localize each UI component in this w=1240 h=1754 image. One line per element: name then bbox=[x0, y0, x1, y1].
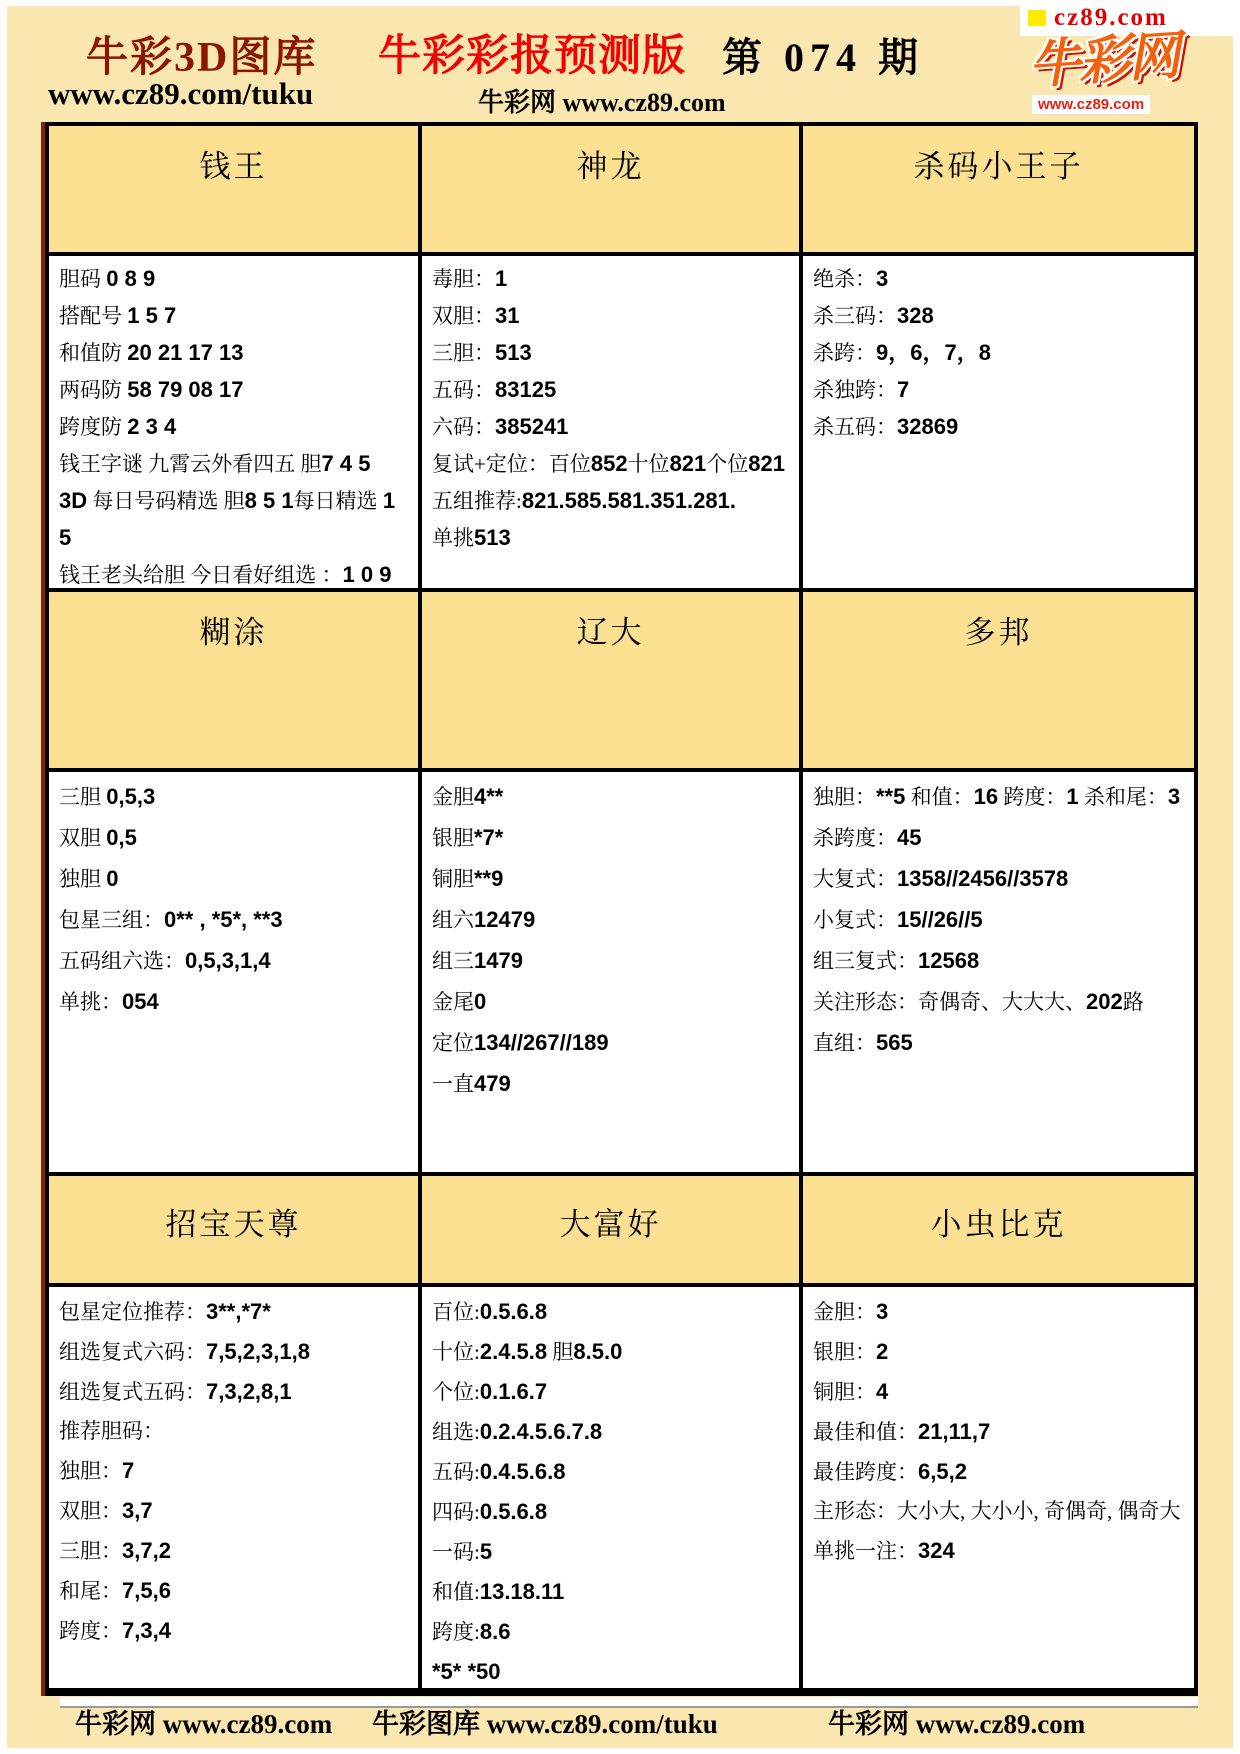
prediction-value: 202 bbox=[1086, 989, 1123, 1014]
prediction-value: 7 4 5 bbox=[321, 451, 371, 476]
prediction-label: 个位 bbox=[706, 452, 749, 476]
prediction-line bbox=[432, 410, 793, 447]
prediction-line bbox=[432, 336, 793, 373]
prediction-label: 组选复式六码： bbox=[59, 1340, 206, 1364]
niucai-logo bbox=[1026, 16, 1181, 114]
prediction-line bbox=[432, 1413, 793, 1453]
prediction-line bbox=[813, 1024, 1188, 1065]
prediction-value: 15//26//5 bbox=[897, 907, 983, 932]
prediction-value: 3 bbox=[1167, 784, 1181, 809]
prediction-label: 跨度： bbox=[998, 785, 1067, 809]
prediction-value: 3**,*7* bbox=[206, 1299, 271, 1324]
prediction-label: 大复式： bbox=[813, 867, 897, 891]
prediction-value: 1 bbox=[495, 266, 508, 291]
prediction-value: 31 bbox=[495, 303, 520, 328]
prediction-value: 1479 bbox=[474, 948, 523, 973]
prediction-line bbox=[432, 1373, 793, 1413]
prediction-value: 0 bbox=[474, 989, 487, 1014]
footer-url-right: 牛彩网 www.cz89.com bbox=[828, 1709, 1086, 1739]
prediction-line bbox=[59, 942, 412, 983]
prediction-line bbox=[432, 262, 793, 299]
prediction-value: 0,5,3 bbox=[106, 784, 156, 809]
prediction-label: 杀和尾： bbox=[1078, 785, 1168, 809]
prediction-label: 六码： bbox=[432, 415, 495, 439]
prediction-label: 金胆： bbox=[813, 1300, 876, 1324]
prediction-value: 83125 bbox=[495, 377, 557, 402]
prediction-label: 组三复式： bbox=[813, 949, 918, 973]
prediction-label: 组三 bbox=[432, 949, 474, 973]
panel-xiaochong-bike-header: 小虫比克 bbox=[803, 1176, 1194, 1287]
prediction-value: 479 bbox=[474, 1071, 511, 1096]
prediction-line bbox=[432, 942, 793, 983]
prediction-label: 双胆： bbox=[59, 1499, 122, 1523]
prediction-label: 独胆： bbox=[59, 1459, 122, 1483]
prediction-line bbox=[59, 1492, 412, 1532]
panel-liaoda-header: 辽大 bbox=[422, 592, 803, 772]
prediction-value: 32869 bbox=[897, 414, 959, 439]
prediction-label: 五码: bbox=[432, 1460, 480, 1484]
prediction-value: 0.1.6.7 bbox=[479, 1379, 548, 1404]
panel-hutu-header: 糊涂 bbox=[49, 592, 422, 772]
prediction-value: 054 bbox=[122, 989, 159, 1014]
prediction-line bbox=[59, 373, 412, 410]
prediction-line bbox=[59, 410, 412, 447]
panel-duobang-header: 多邦 bbox=[803, 592, 1194, 772]
prediction-value: 5 bbox=[479, 1539, 493, 1564]
prediction-label: 单挑一注： bbox=[813, 1539, 918, 1563]
prediction-line bbox=[432, 1533, 793, 1573]
prediction-line bbox=[813, 901, 1188, 942]
prediction-line bbox=[59, 778, 412, 819]
prediction-line bbox=[59, 558, 412, 592]
prediction-label: 直组： bbox=[813, 1031, 876, 1055]
prediction-value: 1 5 7 bbox=[127, 303, 177, 328]
prediction-value: 7,5,2,3,1,8 bbox=[206, 1339, 310, 1364]
prediction-line bbox=[813, 1333, 1188, 1373]
prediction-line bbox=[813, 983, 1188, 1024]
prediction-line bbox=[59, 1413, 412, 1452]
prediction-value: 513 bbox=[474, 525, 511, 550]
prediction-label: 三胆 bbox=[59, 785, 107, 809]
prediction-label: 铜胆： bbox=[813, 1380, 876, 1404]
prediction-label: 三胆： bbox=[59, 1539, 122, 1563]
prediction-line bbox=[432, 1453, 793, 1493]
prediction-line bbox=[813, 336, 1188, 373]
prediction-label: 每日精选 bbox=[293, 489, 383, 513]
prediction-label: 五码： bbox=[432, 378, 495, 402]
prediction-value: 513 bbox=[495, 340, 532, 365]
prediction-value: 0.5.6.8 bbox=[479, 1299, 548, 1324]
prediction-line bbox=[813, 373, 1188, 410]
prediction-line bbox=[59, 901, 412, 942]
prediction-line bbox=[432, 1293, 793, 1333]
prediction-line bbox=[59, 262, 412, 299]
prediction-label: 每日号码精选 胆 bbox=[87, 489, 245, 513]
prediction-label: 主形态：大小大, 大小小, 奇偶奇, 偶奇大 bbox=[813, 1499, 1181, 1523]
prediction-line bbox=[432, 373, 793, 410]
prediction-line bbox=[813, 1532, 1188, 1572]
prediction-value: 0 bbox=[106, 866, 119, 891]
panel-dafuhao-header: 大富好 bbox=[422, 1176, 803, 1287]
prediction-label: 杀三码： bbox=[813, 304, 897, 328]
prediction-line bbox=[432, 983, 793, 1024]
prediction-label: 三胆： bbox=[432, 341, 495, 365]
prediction-line bbox=[59, 1612, 412, 1652]
prediction-grid bbox=[45, 122, 1198, 1696]
prediction-value: **9 bbox=[474, 866, 504, 891]
prediction-line bbox=[59, 983, 412, 1024]
prediction-value: 9，6，7，8 bbox=[876, 340, 991, 365]
panel-duobang-content bbox=[803, 772, 1194, 1176]
prediction-value: 0** , *5*, **3 bbox=[164, 907, 283, 932]
panel-zhaobao-tianzun-header: 招宝天尊 bbox=[49, 1176, 422, 1287]
prediction-value: 7 bbox=[122, 1458, 135, 1483]
prediction-line bbox=[813, 1293, 1188, 1333]
prediction-label: 跨度: bbox=[432, 1620, 480, 1644]
panel-shama-xiaowangzi-header: 杀码小王子 bbox=[803, 126, 1194, 256]
prediction-label: 组选复式五码： bbox=[59, 1380, 206, 1404]
prediction-label: 金尾 bbox=[432, 990, 474, 1014]
prediction-value: 8.5.0 bbox=[573, 1339, 623, 1364]
prediction-value: 3 bbox=[876, 1299, 889, 1324]
prediction-label: 银胆 bbox=[432, 826, 474, 850]
prediction-line bbox=[813, 1493, 1188, 1532]
prediction-value: 385241 bbox=[495, 414, 569, 439]
prediction-value: 8 5 1 bbox=[244, 488, 294, 513]
prediction-label: 复试+定位：百位 bbox=[432, 452, 591, 476]
prediction-label: 关注形态：奇偶奇、大大大、 bbox=[813, 990, 1086, 1014]
prediction-value: 134//267//189 bbox=[474, 1030, 609, 1055]
prediction-line bbox=[432, 1653, 793, 1688]
prediction-label: 最佳和值： bbox=[813, 1420, 918, 1444]
prediction-value: 3D bbox=[59, 488, 88, 513]
prediction-label: 和值防 bbox=[59, 341, 128, 365]
prediction-value: 16 bbox=[973, 784, 999, 809]
prediction-label: 一码: bbox=[432, 1540, 480, 1564]
prediction-label: 定位 bbox=[432, 1031, 474, 1055]
panel-shenlong-content bbox=[422, 256, 803, 592]
prediction-line bbox=[432, 1065, 793, 1106]
prediction-line bbox=[432, 819, 793, 860]
tuku-url: www.cz89.com/tuku bbox=[48, 76, 314, 111]
prediction-label: 十位: bbox=[432, 1340, 480, 1364]
report-title: 牛彩彩报预测版 bbox=[378, 33, 686, 80]
prediction-value: 7,3,4 bbox=[122, 1618, 171, 1643]
prediction-line bbox=[432, 860, 793, 901]
prediction-label: 毒胆： bbox=[432, 267, 495, 291]
prediction-value: 2 bbox=[876, 1339, 889, 1364]
prediction-line bbox=[813, 1373, 1188, 1413]
prediction-value: 7 bbox=[897, 377, 910, 402]
prediction-line bbox=[432, 299, 793, 336]
prediction-value: 13.18.11 bbox=[479, 1579, 565, 1604]
prediction-value: 852 bbox=[590, 451, 628, 476]
prediction-label: 独胆： bbox=[813, 785, 876, 809]
prediction-value: 324 bbox=[918, 1538, 955, 1563]
prediction-line bbox=[432, 521, 793, 558]
prediction-label: 金胆 bbox=[432, 785, 474, 809]
prediction-value: 8.6 bbox=[479, 1619, 511, 1644]
prediction-line bbox=[59, 1452, 412, 1492]
prediction-value: 821.585.581.351.281. bbox=[521, 488, 736, 513]
prediction-label: 百位: bbox=[432, 1300, 480, 1324]
prediction-value: 4** bbox=[474, 784, 504, 809]
panel-dafuhao-content bbox=[422, 1287, 803, 1688]
prediction-line bbox=[59, 1293, 412, 1333]
prediction-value: 7,5,6 bbox=[122, 1578, 171, 1603]
prediction-label: 搭配号 bbox=[59, 304, 128, 328]
prediction-value: *7* bbox=[474, 825, 504, 850]
prediction-label: 胆 bbox=[547, 1340, 574, 1364]
prediction-label: 十位 bbox=[627, 452, 670, 476]
prediction-value: 0.2.4.5.6.7.8 bbox=[479, 1419, 603, 1444]
prediction-line bbox=[813, 778, 1188, 860]
prediction-value: 0.5.6.8 bbox=[479, 1499, 548, 1524]
panel-liaoda-content bbox=[422, 772, 803, 1176]
prediction-line bbox=[432, 1024, 793, 1065]
prediction-label: 包星定位推荐： bbox=[59, 1300, 206, 1324]
prediction-label: 银胆： bbox=[813, 1340, 876, 1364]
prediction-label: 组六 bbox=[432, 908, 474, 932]
footer-url-center: 牛彩图库 www.cz89.com/tuku bbox=[372, 1709, 718, 1739]
prediction-label: 和尾： bbox=[59, 1579, 122, 1603]
prediction-value: 2 3 4 bbox=[127, 414, 177, 439]
panel-qianwang-header: 钱王 bbox=[49, 126, 422, 256]
prediction-label: 杀跨度： bbox=[813, 826, 897, 850]
prediction-label: 和值: bbox=[432, 1580, 480, 1604]
prediction-label: 杀独跨： bbox=[813, 378, 897, 402]
prediction-label: 单挑 bbox=[432, 526, 474, 550]
prediction-label: 最佳跨度： bbox=[813, 1460, 918, 1484]
prediction-line bbox=[432, 1493, 793, 1533]
issue-number: 第 074 期 bbox=[722, 35, 924, 80]
prediction-label: 路 bbox=[1122, 990, 1144, 1014]
prediction-line bbox=[59, 1532, 412, 1572]
prediction-value: 21,11,7 bbox=[918, 1419, 991, 1444]
prediction-line bbox=[432, 778, 793, 819]
prediction-value: 2.4.5.8 bbox=[479, 1339, 548, 1364]
prediction-line bbox=[59, 819, 412, 860]
prediction-value: 12568 bbox=[918, 948, 980, 973]
prediction-line bbox=[813, 1413, 1188, 1453]
prediction-line bbox=[813, 262, 1188, 299]
prediction-value: 821 bbox=[669, 451, 707, 476]
prediction-label: 双胆 bbox=[59, 826, 107, 850]
prediction-value: 1 0 9 bbox=[342, 562, 392, 587]
panel-shama-xiaowangzi-content bbox=[803, 256, 1194, 592]
prediction-line bbox=[813, 299, 1188, 336]
prediction-line bbox=[432, 1573, 793, 1613]
prediction-line bbox=[432, 1333, 793, 1373]
prediction-value: 0 8 9 bbox=[106, 266, 156, 291]
logo-url: www.cz89.com bbox=[1032, 95, 1150, 114]
panel-zhaobao-tianzun-content bbox=[49, 1287, 422, 1688]
logo-wordmark: 牛彩网 bbox=[1026, 26, 1181, 96]
prediction-value: **5 bbox=[876, 784, 906, 809]
prediction-line bbox=[432, 1613, 793, 1653]
prediction-line bbox=[59, 1333, 412, 1373]
prediction-line bbox=[432, 484, 793, 521]
panel-hutu-content bbox=[49, 772, 422, 1176]
prediction-label: 钱王老头给胆 今日看好组选 ： bbox=[59, 563, 343, 587]
prediction-label: 双胆： bbox=[432, 304, 495, 328]
prediction-label: 钱王字谜 九霄云外看四五 胆 bbox=[59, 452, 322, 476]
center-url: 牛彩网 www.cz89.com bbox=[478, 88, 726, 117]
prediction-line bbox=[813, 942, 1188, 983]
prediction-line bbox=[432, 901, 793, 942]
prediction-line bbox=[59, 336, 412, 373]
prediction-line bbox=[59, 1373, 412, 1413]
prediction-value: 12479 bbox=[474, 907, 536, 932]
prediction-value: 1 5 bbox=[59, 488, 396, 550]
prediction-value: 821 bbox=[748, 451, 785, 476]
prediction-value: 6,5,2 bbox=[918, 1459, 967, 1484]
prediction-value: 45 bbox=[897, 825, 922, 850]
prediction-value: 1 bbox=[1066, 784, 1079, 809]
prediction-line bbox=[813, 1453, 1188, 1493]
prediction-label: 五组推荐: bbox=[432, 489, 522, 513]
prediction-label: 小复式： bbox=[813, 908, 897, 932]
prediction-value: 328 bbox=[897, 303, 934, 328]
prediction-line bbox=[59, 1572, 412, 1612]
prediction-label: 四码: bbox=[432, 1500, 480, 1524]
prediction-value: 4 bbox=[876, 1379, 889, 1404]
footer-url-left: 牛彩网 www.cz89.com bbox=[75, 1709, 333, 1739]
prediction-value: 1358//2456//3578 bbox=[897, 866, 1069, 891]
prediction-label: 单挑： bbox=[59, 990, 122, 1014]
prediction-value: 3 bbox=[876, 266, 889, 291]
prediction-label: 独胆 bbox=[59, 867, 107, 891]
prediction-line bbox=[59, 484, 412, 558]
prediction-label: 杀五码： bbox=[813, 415, 897, 439]
panel-shenlong-header: 神龙 bbox=[422, 126, 803, 256]
prediction-line bbox=[59, 447, 412, 484]
prediction-label: 五码组六选： bbox=[59, 949, 185, 973]
prediction-label: 杀跨： bbox=[813, 341, 876, 365]
prediction-value: 565 bbox=[876, 1030, 913, 1055]
prediction-value: 0,5,3,1,4 bbox=[185, 948, 271, 973]
prediction-label: 跨度： bbox=[59, 1619, 122, 1643]
prediction-label: 组选: bbox=[432, 1420, 480, 1444]
prediction-label: 包星三组： bbox=[59, 908, 164, 932]
panel-xiaochong-bike-content bbox=[803, 1287, 1194, 1688]
prediction-value: 7,3,2,8,1 bbox=[206, 1379, 292, 1404]
prediction-line bbox=[813, 860, 1188, 901]
prediction-label: 跨度防 bbox=[59, 415, 128, 439]
prediction-label: 和值： bbox=[905, 785, 974, 809]
prediction-value: 20 21 17 13 bbox=[127, 340, 244, 365]
prediction-value: *5* *50 bbox=[432, 1659, 501, 1684]
prediction-label: 个位: bbox=[432, 1380, 480, 1404]
prediction-value: 0.4.5.6.8 bbox=[479, 1459, 566, 1484]
prediction-label: 两码防 bbox=[59, 378, 128, 402]
prediction-value: 58 79 08 17 bbox=[127, 377, 244, 402]
site-title: 牛彩3D图库 bbox=[86, 35, 318, 81]
prediction-label: 铜胆 bbox=[432, 867, 474, 891]
prediction-line bbox=[432, 447, 793, 484]
prediction-label: 一直 bbox=[432, 1072, 474, 1096]
prediction-label: 胆码 bbox=[59, 267, 107, 291]
prediction-value: 3,7,2 bbox=[122, 1538, 171, 1563]
prediction-line bbox=[813, 410, 1188, 447]
prediction-value: 3,7 bbox=[122, 1498, 153, 1523]
prediction-label: 绝杀： bbox=[813, 267, 876, 291]
panel-qianwang-content bbox=[49, 256, 422, 592]
prediction-value: 0,5 bbox=[106, 825, 137, 850]
prediction-line bbox=[59, 299, 412, 336]
prediction-line bbox=[59, 860, 412, 901]
badge-url: cz89.com bbox=[1054, 4, 1168, 31]
prediction-label: 推荐胆码： bbox=[59, 1419, 164, 1443]
